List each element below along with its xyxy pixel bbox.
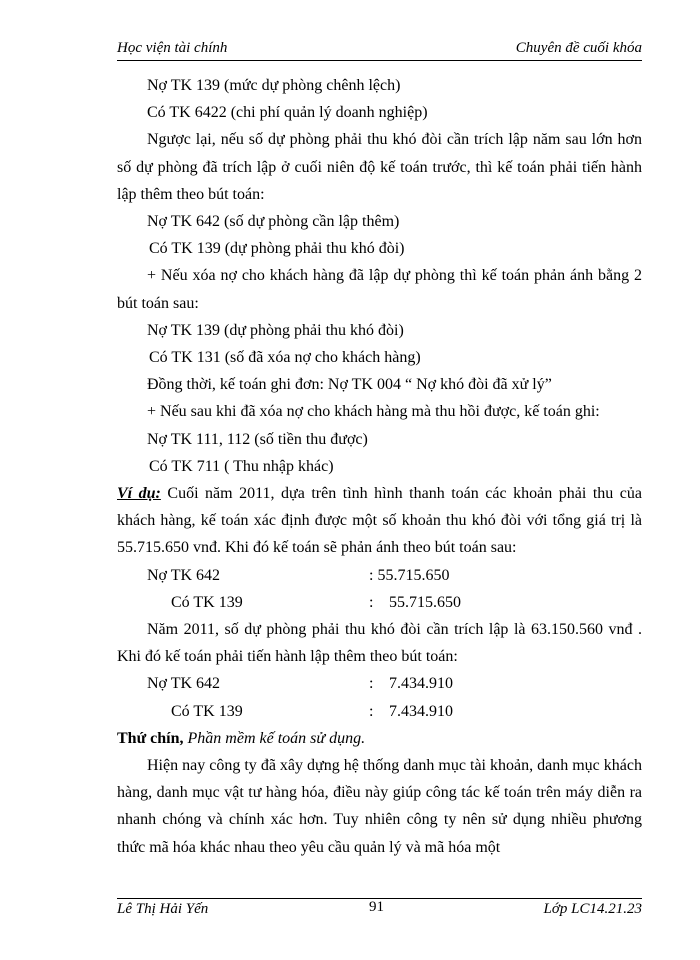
entry-line: Nợ TK 642 (số dự phòng cần lập thêm) xyxy=(147,213,400,231)
entry-line: Nợ TK 139 (dự phòng phải thu khó đòi) xyxy=(147,321,404,339)
header-institution: Học viện tài chính xyxy=(117,40,228,56)
journal-amount: 55.715.650 xyxy=(389,593,461,611)
section-title: Phần mềm kế toán sử dụng. xyxy=(183,729,366,747)
journal-row xyxy=(117,698,642,725)
entry-line: Có TK 6422 (chi phí quản lý doanh nghiệp) xyxy=(147,104,428,122)
section-label: Thứ chín, xyxy=(117,729,184,747)
entry-line: Đồng thời, kế toán ghi đơn: Nợ TK 004 “ Nợ khó đòi đã xử lý” xyxy=(147,376,552,394)
entry-line: Nợ TK 111, 112 (số tiền thu được) xyxy=(147,430,368,448)
example-paragraph xyxy=(117,480,642,562)
section-heading xyxy=(117,725,642,752)
journal-debit: Nợ TK 642 xyxy=(147,566,221,584)
journal-amount: 7.434.910 xyxy=(389,675,453,693)
example-label: Ví dụ: xyxy=(117,485,161,503)
journal-amount: : 55.715.650 xyxy=(369,566,450,584)
entry-line: + Nếu sau khi đã xóa nợ cho khách hàng mà thu hồi được, kế toán ghi: xyxy=(147,403,600,421)
paragraph: Ngược lại, nếu số dự phòng phải thu khó đòi cần trích lập năm sau lớn hơn số dự phòng đã trích lập ở cuối niên độ kế toán trước, thì kế toán phải tiến hành lập thêm theo bút toán: xyxy=(117,131,642,203)
journal-row xyxy=(117,589,642,616)
journal-row xyxy=(117,562,642,589)
entry-line: Có TK 131 (số đã xóa nợ cho khách hàng) xyxy=(149,349,421,367)
entry-line: Có TK 711 ( Thu nhập khác) xyxy=(149,457,334,475)
footer-class: Lớp LC14.21.23 xyxy=(543,901,642,917)
page-header xyxy=(117,38,642,61)
journal-colon: : xyxy=(369,702,374,720)
entry-line: Có TK 139 (dự phòng phải thu khó đòi) xyxy=(149,240,405,258)
footer-author: Lê Thị Hải Yến xyxy=(117,901,209,917)
journal-colon: : xyxy=(369,675,374,693)
journal-colon: : xyxy=(369,593,374,611)
document-body xyxy=(117,72,642,861)
journal-debit: Nợ TK 642 xyxy=(147,675,221,693)
page-number: 91 xyxy=(369,899,384,915)
journal-amount: 7.434.910 xyxy=(389,702,453,720)
paragraph: + Nếu xóa nợ cho khách hàng đã lập dự phòng thì kế toán phản ánh bằng 2 bút toán sau: xyxy=(117,267,642,312)
page-footer xyxy=(117,898,642,923)
example-text: Cuối năm 2011, dựa trên tình hình thanh toán các khoản phải thu của khách hàng, kế toán xác định được một số khoản thu khó đòi với tổng giá trị là 55.715.650 vnđ. Khi đó kế toán sẽ phản ánh theo bút toán sau: xyxy=(117,485,643,557)
paragraph: Năm 2011, số dự phòng phải thu khó đòi cần trích lập là 63.150.560 vnđ . Khi đó kế toán phải tiến hành lập thêm theo bút toán: xyxy=(117,621,642,666)
journal-credit: Có TK 139 xyxy=(171,593,243,611)
journal-credit: Có TK 139 xyxy=(171,702,243,720)
header-report-title: Chuyên đề cuối khóa xyxy=(515,40,642,56)
entry-line: Nợ TK 139 (mức dự phòng chênh lệch) xyxy=(147,77,401,94)
paragraph: Hiện nay công ty đã xây dựng hệ thống danh mục tài khoản, danh mục khách hàng, danh mục vật tư hàng hóa, điều này giúp công tác kế toán trên máy diễn ra nhanh chóng và chính xác hơn. Tuy nhiên công ty nên sử dụng nhiều phương thức mã hóa khác nhau theo yêu cầu quản lý và mã hóa một xyxy=(117,757,642,856)
journal-row xyxy=(117,670,642,697)
